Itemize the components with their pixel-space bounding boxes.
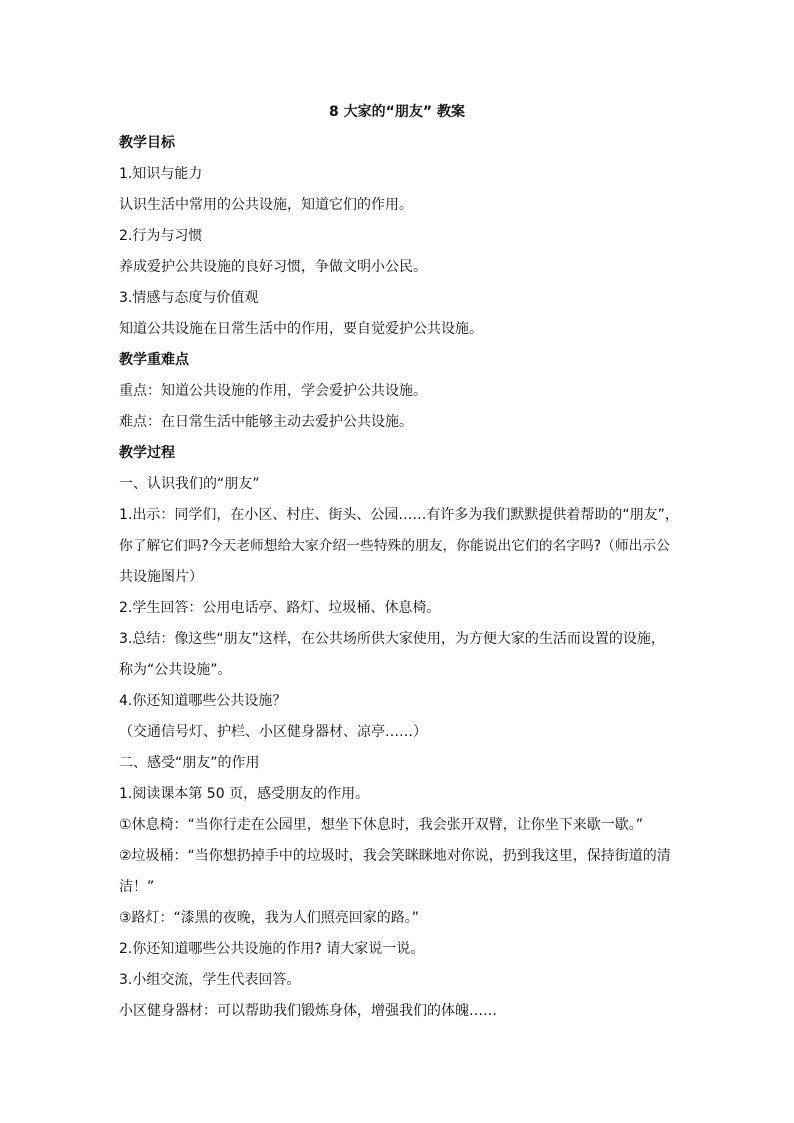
text-line: 1.阅读课本第 50 页，感受朋友的作用。: [119, 786, 370, 802]
text-line: 难点：在日常生活中能够主动去爱护公共设施。: [119, 414, 413, 430]
text-line: 洁！”: [119, 879, 155, 895]
text-line: ③路灯：“漆黑的夜晚，我为人们照亮回家的路。”: [119, 910, 420, 926]
text-line: 称为“公共设施”。: [119, 662, 232, 678]
text-line: 共设施图片）: [119, 569, 203, 585]
text-line: 知道公共设施在日常生活中的作用，要自觉爱护公共设施。: [119, 321, 483, 337]
text-line: 一、认识我们的“朋友”: [119, 476, 260, 492]
text-line: 2.你还知道哪些公共设施的作用? 请大家说一说。: [119, 941, 425, 957]
text-line: 3.小组交流，学生代表回答。: [119, 972, 301, 988]
text-line: 重点：知道公共设施的作用，学会爱护公共设施。: [119, 383, 427, 399]
document-title: 8 大家的“朋友” 教案: [329, 104, 465, 120]
text-line: 养成爱护公共设施的良好习惯，争做文明小公民。: [119, 259, 427, 275]
text-line: ②垃圾桶：“当你想扔掉手中的垃圾时，我会笑眯眯地对你说，扔到我这里，保持街道的清: [119, 848, 671, 864]
text-line: 2.学生回答：公用电话亭、路灯、垃圾桶、休息椅。: [119, 600, 441, 616]
text-line: 小区健身器材：可以帮助我们锻炼身体，增强我们的体魄……: [119, 1003, 497, 1019]
text-line: 4.你还知道哪些公共设施？: [119, 693, 287, 709]
text-line: （交通信号灯、护栏、小区健身器材、凉亭……）: [119, 724, 427, 740]
text-line: 你了解它们吗?今天老师想给大家介绍一些特殊的朋友，你能说出它们的名字吗?（师出示公: [119, 538, 670, 554]
section-heading: 教学目标: [119, 135, 175, 151]
text-line: 3.情感与态度与价值观: [119, 290, 259, 306]
text-line: 1.出示：同学们，在小区、村庄、街头、公园……有许多为我们默默提供着帮助的“朋友”，: [119, 507, 679, 523]
text-line: 认识生活中常用的公共设施，知道它们的作用。: [119, 197, 413, 213]
text-line: 3.总结：像这些“朋友”这样，在公共场所供大家使用，为方便大家的生活而设置的设施，: [119, 631, 665, 647]
document-body: [119, 128, 679, 1027]
text-line: 1.知识与能力: [119, 166, 203, 182]
text-line: 二、感受“朋友”的作用: [119, 755, 260, 771]
text-line: ①休息椅：“当你行走在公园里，想坐下休息时，我会张开双臂，让你坐下来歇一歇。”: [119, 817, 644, 833]
section-heading: 教学重难点: [119, 352, 189, 368]
text-line: 2.行为与习惯: [119, 228, 203, 244]
section-heading: 教学过程: [119, 445, 175, 461]
